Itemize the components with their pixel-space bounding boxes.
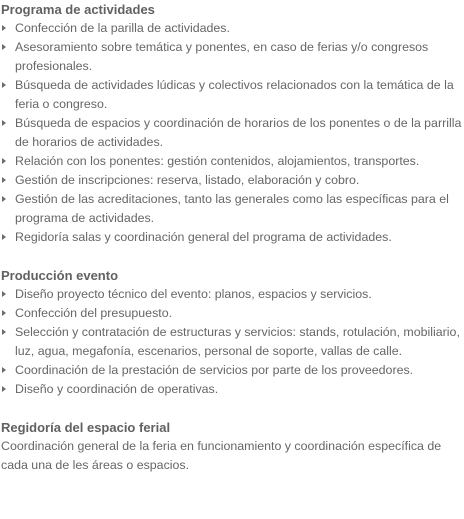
list-item-text: Gestión de inscripciones: reserva, listado, elaboración y cobro. — [15, 173, 360, 187]
list-item — [1, 323, 464, 361]
list-item-text: Confección de la parilla de actividades. — [15, 21, 230, 35]
list-item — [1, 285, 464, 304]
list-item — [1, 76, 464, 114]
list-item-text: Búsqueda de actividades lúdicas y colectivos relacionados con la temática de la feria o congreso. — [15, 78, 454, 111]
list-item-text: Confección del presupuesto. — [15, 306, 173, 320]
section-spacer — [1, 399, 464, 418]
list-item — [1, 171, 464, 190]
list-item — [1, 361, 464, 380]
list-item — [1, 38, 464, 76]
bullet-arrow-icon — [2, 25, 6, 31]
bullet-arrow-icon — [2, 177, 6, 183]
list-item — [1, 380, 464, 399]
bullet-arrow-icon — [2, 329, 6, 335]
list-item — [1, 152, 464, 171]
list-item-text: Búsqueda de espacios y coordinación de horarios de los ponentes o de la parrilla de horarios de actividades. — [15, 116, 462, 149]
list-item — [1, 228, 464, 247]
list-item-text: Diseño proyecto técnico del evento: planos, espacios y servicios. — [15, 287, 372, 301]
bullet-arrow-icon — [2, 291, 6, 297]
list-item-text: Gestión de las acreditaciones, tanto las generales como las específicas para el programa de actividades. — [15, 192, 449, 225]
bullet-arrow-icon — [2, 196, 6, 202]
bullet-arrow-icon — [2, 120, 6, 126]
section-title-regidoria: Regidoría del espacio ferial — [1, 420, 171, 435]
list-item-text: Asesoramiento sobre temática y ponentes, en caso de ferias y/o congresos profesionales. — [15, 40, 429, 73]
programa-list — [1, 19, 464, 247]
bullet-arrow-icon — [2, 82, 6, 88]
section-title-programa: Programa de actividades — [1, 2, 155, 17]
section-title-produccion: Producción evento — [1, 268, 119, 283]
list-item — [1, 19, 464, 38]
produccion-list — [1, 285, 464, 399]
bullet-arrow-icon — [2, 310, 6, 316]
list-item-text: Selección y contratación de estructuras y servicios: stands, rotulación, mobiliario, luz, agua, megafonía, escenarios, personal de soporte, vallas de calle. — [15, 325, 460, 358]
section-spacer — [1, 247, 464, 266]
list-item-text: Coordinación de la prestación de servicios por parte de los proveedores. — [15, 363, 414, 377]
bullet-arrow-icon — [2, 44, 6, 50]
bullet-arrow-icon — [2, 386, 6, 392]
list-item — [1, 114, 464, 152]
list-item-text: Relación con los ponentes: gestión contenidos, alojamientos, transportes. — [15, 154, 420, 168]
bullet-arrow-icon — [2, 367, 6, 373]
list-item — [1, 190, 464, 228]
list-item-text: Diseño y coordinación de operativas. — [15, 382, 219, 396]
bullet-arrow-icon — [2, 158, 6, 164]
bullet-arrow-icon — [2, 234, 6, 240]
list-item — [1, 304, 464, 323]
list-item-text: Regidoría salas y coordinación general del programa de actividades. — [15, 230, 392, 244]
regidoria-paragraph: Coordinación general de la feria en funcionamiento y coordinación específica de cada una de les áreas o espacios. — [1, 439, 442, 472]
